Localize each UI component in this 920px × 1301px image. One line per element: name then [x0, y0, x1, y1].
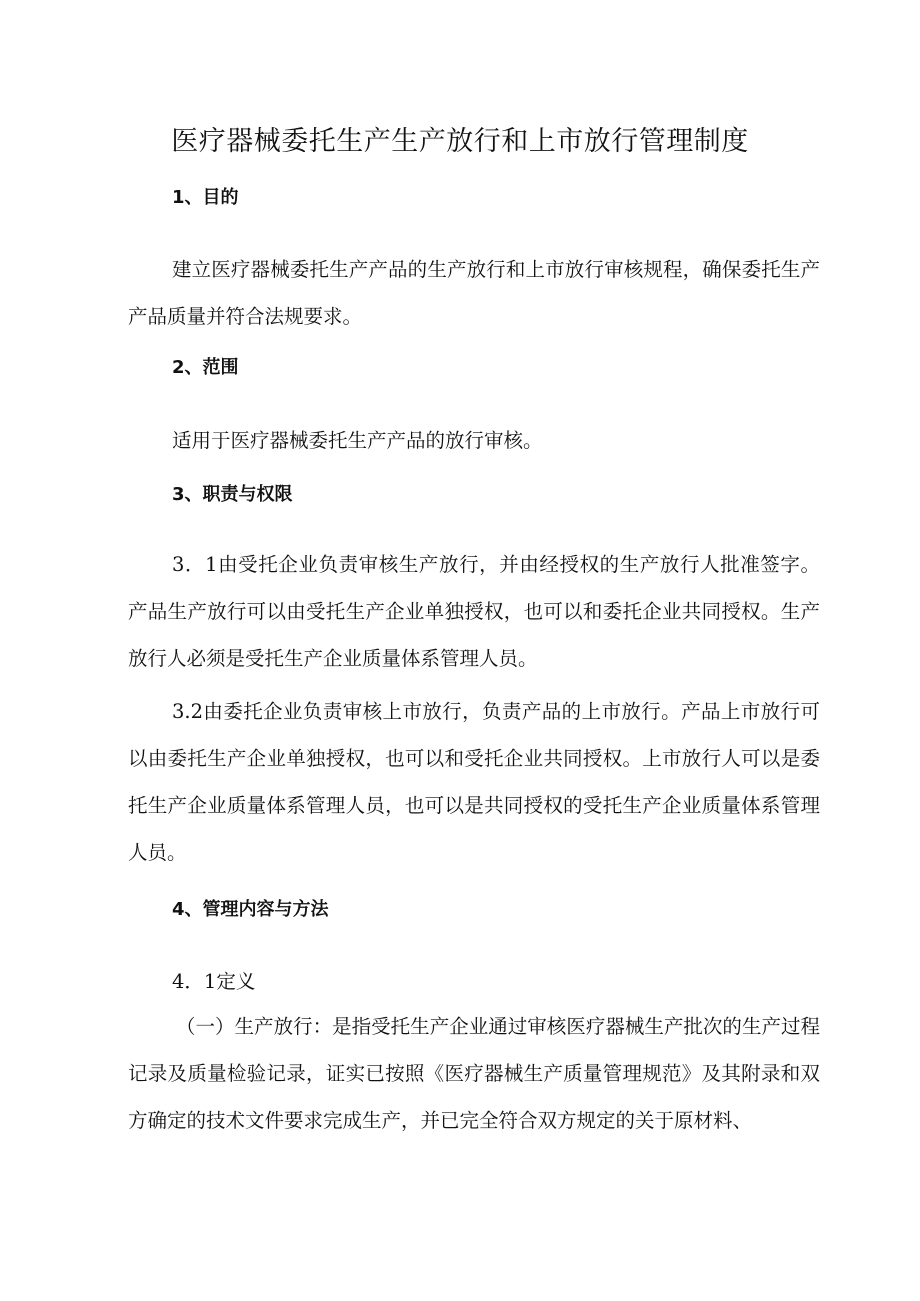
document-title: 医疗器械委托生产生产放行和上市放行管理制度: [171, 126, 749, 157]
subsection-heading-definition: 4．1定义: [172, 970, 256, 993]
section-paragraph-3-2: 3.2由委托企业负责审核上市放行，负责产品的上市放行。产品上市放行可以由委托生产企业单独授权，也可以和受托企业共同授权。上市放行人可以是委托生产企业质量体系管理人员，也可以是共同授权的受托生产企业质量体系管理人员。: [128, 700, 820, 864]
section-heading-purpose: 1、目的: [172, 187, 239, 208]
section-heading-scope: 2、范围: [172, 357, 239, 378]
section-paragraph-scope: 适用于医疗器械委托生产产品的放行审核。: [172, 429, 543, 452]
section-heading-responsibilities: 3、职责与权限: [172, 484, 293, 505]
section-paragraph-3-1: 3．1由受托企业负责审核生产放行，并由经授权的生产放行人批准签字。产品生产放行可以由受托生产企业单独授权，也可以和委托企业共同授权。生产放行人必须是受托生产企业质量体系管理人员。: [128, 553, 820, 670]
section-paragraph-production-release: （一）生产放行：是指受托生产企业通过审核医疗器械生产批次的生产过程记录及质量检验记录，证实已按照《医疗器械生产质量管理规范》及其附录和双方确定的技术文件要求完成生产，并已完全符合双方规定的关于原材料、: [128, 1015, 820, 1132]
section-heading-management: 4、管理内容与方法: [172, 899, 329, 920]
section-paragraph-purpose: 建立医疗器械委托生产产品的生产放行和上市放行审核规程，确保委托生产产品质量并符合法规要求。: [128, 258, 820, 328]
